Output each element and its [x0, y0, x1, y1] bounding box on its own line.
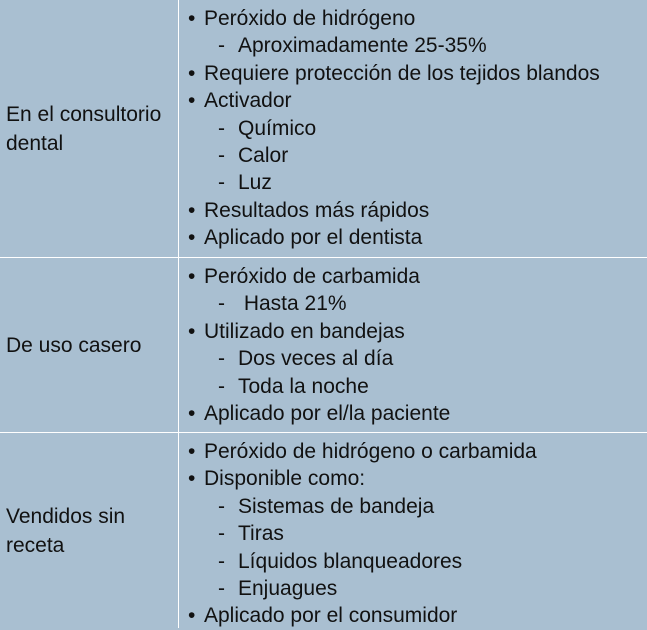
- bullet-marker: •: [188, 265, 196, 288]
- sub-list-item: [188, 493, 647, 520]
- row-content-cell: [180, 258, 647, 432]
- list-item-text: Requiere protección de los tejidos blandos: [204, 61, 600, 85]
- sub-list-item: [188, 548, 647, 575]
- bullet-marker: •: [188, 198, 196, 222]
- row-content-cell: [180, 433, 647, 628]
- bullet-marker: •: [188, 604, 196, 628]
- dash-marker: -: [218, 576, 225, 600]
- list-item: [188, 87, 647, 114]
- row-label: Vendidos sin receta: [6, 504, 126, 557]
- sub-list-item: [188, 373, 647, 400]
- dash-marker: -: [218, 116, 225, 140]
- row-content-cell: [180, 0, 647, 257]
- dash-marker: -: [218, 171, 225, 195]
- list-item: [188, 60, 647, 87]
- bullet-marker: •: [188, 401, 196, 425]
- bullet-marker: •: [188, 226, 196, 250]
- sub-list-item: [188, 290, 647, 317]
- list-item-text: Hasta 21%: [238, 292, 347, 316]
- list-item-text: Peróxido de hidrógeno: [204, 7, 416, 30]
- list-item: [188, 5, 647, 32]
- dash-marker: -: [218, 522, 225, 546]
- list-item-text: Químico: [238, 116, 317, 140]
- table-row-over-the-counter: [0, 433, 647, 628]
- row-label: En el consultorio dental: [6, 102, 162, 155]
- table-row-in-office: [0, 0, 647, 258]
- bullet-marker: •: [188, 319, 196, 343]
- list-item: [188, 318, 647, 345]
- list-item-text: Aplicado por el/la paciente: [204, 401, 451, 425]
- row-label: De uso casero: [6, 333, 142, 357]
- sub-list-item: [188, 142, 647, 169]
- bullet-marker: •: [188, 7, 196, 30]
- sub-list-item: [188, 115, 647, 142]
- list-item-text: Tiras: [238, 522, 284, 546]
- list-item-text: Utilizado en bandejas: [204, 319, 405, 343]
- list-item: [188, 263, 647, 290]
- dash-marker: -: [218, 549, 225, 573]
- sub-list-item: [188, 575, 647, 602]
- dash-marker: -: [218, 143, 225, 167]
- list-item-text: Calor: [238, 143, 289, 167]
- dash-marker: -: [218, 292, 225, 316]
- list-item-text: Aproximadamente 25-35%: [238, 34, 487, 58]
- list-item-text: Peróxido de hidrógeno o carbamida: [204, 440, 537, 463]
- dash-marker: -: [218, 374, 225, 398]
- list-item-text: Disponible como:: [204, 467, 366, 491]
- list-item-text: Dos veces al día: [238, 347, 394, 371]
- sub-list-item: [188, 345, 647, 372]
- list-item-text: Aplicado por el consumidor: [204, 604, 458, 628]
- bullet-marker: •: [188, 440, 196, 463]
- list-item-text: Aplicado por el dentista: [204, 226, 423, 250]
- row-label-cell: [0, 258, 179, 432]
- list-item-text: Peróxido de carbamida: [204, 265, 420, 288]
- list-item-text: Enjuagues: [238, 576, 338, 600]
- list-item: [188, 438, 647, 465]
- table-row-at-home: [0, 258, 647, 433]
- list-item-text: Luz: [238, 171, 272, 195]
- list-item-text: Sistemas de bandeja: [238, 494, 435, 518]
- row-label-cell: [0, 433, 179, 628]
- dash-marker: -: [218, 494, 225, 518]
- list-item-text: Resultados más rápidos: [204, 198, 430, 222]
- sub-list-item: [188, 169, 647, 196]
- dash-marker: -: [218, 34, 225, 58]
- sub-list-item: [188, 520, 647, 547]
- list-item: [188, 602, 647, 629]
- dash-marker: -: [218, 347, 225, 371]
- bullet-marker: •: [188, 61, 196, 85]
- list-item: [188, 400, 647, 427]
- bullet-marker: •: [188, 89, 196, 113]
- list-item-text: Líquidos blanqueadores: [238, 549, 463, 573]
- list-item: [188, 224, 647, 251]
- list-item: [188, 197, 647, 224]
- list-item: [188, 465, 647, 492]
- row-label-cell: [0, 0, 179, 257]
- bullet-marker: •: [188, 467, 196, 491]
- list-item-text: Toda la noche: [238, 374, 369, 398]
- list-item-text: Activador: [204, 89, 292, 113]
- sub-list-item: [188, 32, 647, 59]
